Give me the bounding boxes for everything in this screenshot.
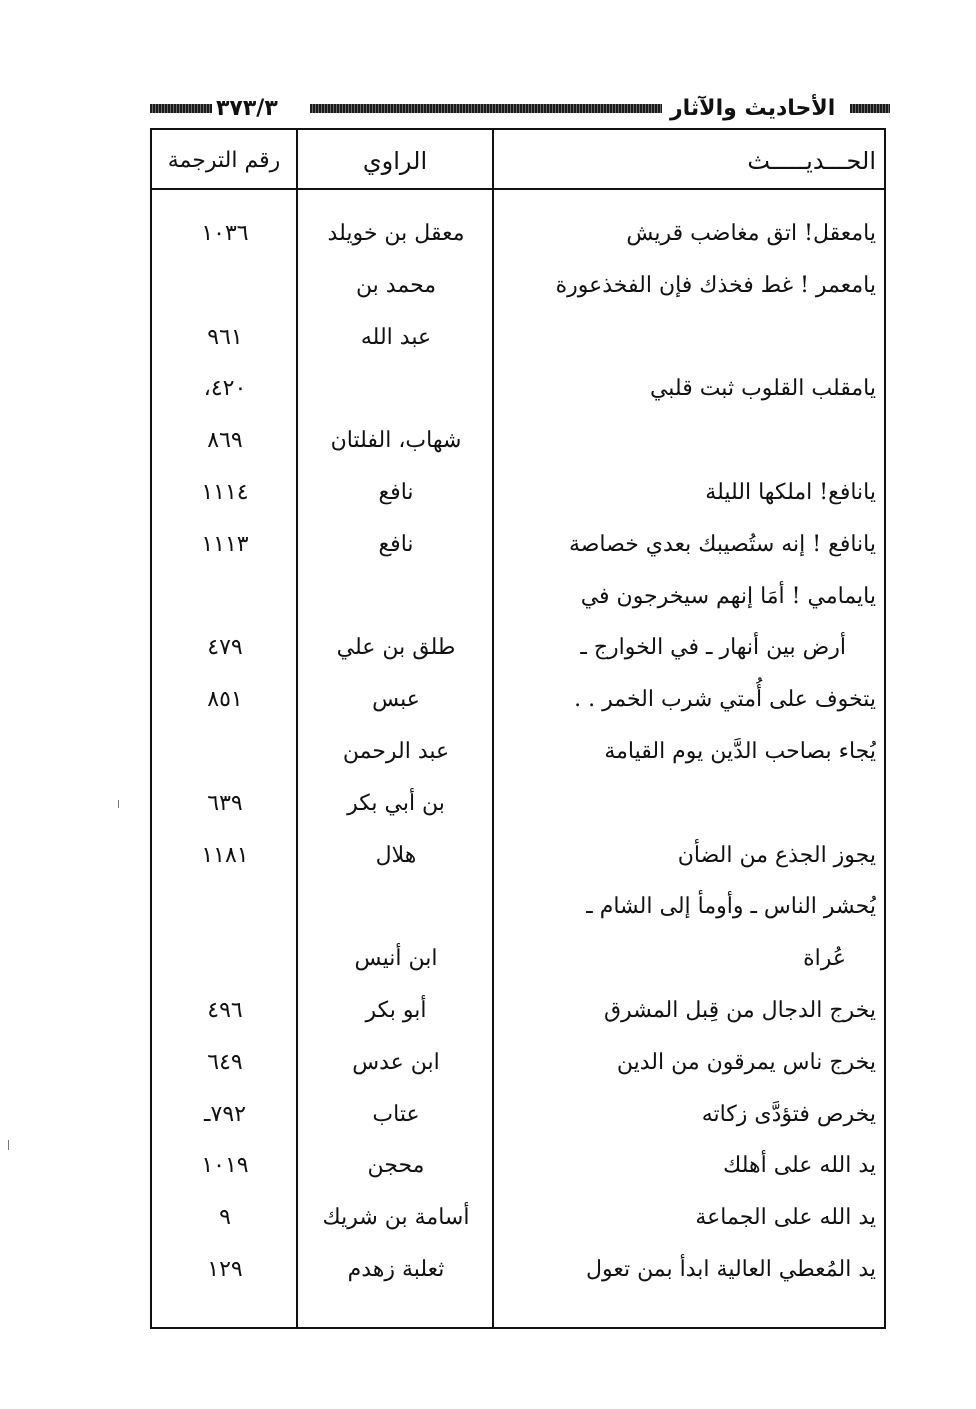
hadith-text: يد المُعطي العالية ابدأ بمن تعول (585, 1256, 876, 1282)
table-row (152, 622, 884, 674)
tarjama-number: ٤٩٦ (207, 997, 243, 1023)
table-row (152, 260, 884, 312)
tarjama-number: ٤٢٠، (203, 376, 247, 402)
table-row (152, 1140, 884, 1192)
tarjama-number: ٩ (219, 1205, 231, 1231)
tarjama-number: ٨٦٩ (207, 428, 243, 454)
table-row (152, 571, 884, 623)
table-row (152, 415, 884, 467)
rawi-name: ابن عدس (352, 1049, 440, 1075)
table-row (152, 467, 884, 519)
rawi-name (298, 881, 494, 933)
table-row (152, 726, 884, 778)
rawi-name (298, 363, 494, 415)
header-tarjama-number: رقم الترجمة (167, 148, 281, 173)
rawi-name: طلق بن علي (336, 635, 456, 661)
hadith-text: يخرص فتؤدَّى زكاته (701, 1101, 876, 1127)
tarjama-number: ١١١٣ (201, 531, 249, 557)
tarjama-number (156, 933, 294, 985)
tarjama-number (156, 260, 294, 312)
tarjama-number: ٦٣٩ (207, 790, 243, 816)
page-reference: ٣٧٣/٣ (212, 94, 282, 124)
header-rule-middle (310, 104, 662, 113)
tarjama-number: ١٠٣٦ (201, 221, 249, 246)
rawi-name: نافع (378, 531, 414, 557)
rawi-name: محجن (367, 1153, 425, 1179)
header-rule-right (850, 104, 890, 113)
hadith-text: عُراة (803, 946, 846, 972)
table-row (152, 985, 884, 1037)
hadith-text: يد الله على أهلك (723, 1153, 876, 1179)
rawi-name: معقل بن خويلد (327, 221, 465, 246)
header-rule-left (150, 104, 212, 113)
rawi-name: عبس (372, 687, 420, 713)
table-row (152, 312, 884, 364)
tarjama-number: ١١١٤ (201, 479, 249, 505)
hadith-text: يخرج ناس يمرقون من الدين (616, 1049, 876, 1075)
table-row (152, 1192, 884, 1244)
index-table (150, 128, 886, 1329)
rawi-name (298, 571, 494, 623)
table-row (152, 674, 884, 726)
table-row (152, 881, 884, 933)
table-row (152, 933, 884, 985)
rawi-name: محمد بن (355, 272, 437, 298)
hadith-text: يخرج الدجال من قِبل المشرق (603, 997, 876, 1023)
tarjama-number: ٩٦١ (207, 324, 243, 350)
hadith-text: يُجاء بصاحب الدَّين يوم القيامة (604, 738, 876, 764)
rawi-name: ثعلبة زهدم (347, 1256, 445, 1282)
scan-mark (8, 1140, 9, 1150)
tarjama-number (156, 726, 294, 778)
table-row (152, 1089, 884, 1141)
rawi-name: بن أبي بكر (347, 790, 445, 816)
hadith-text: يتخوف على أُمتي شرب الخمر . . (574, 687, 876, 713)
table-row (152, 363, 884, 415)
table-row (152, 1037, 884, 1089)
tarjama-number: ١٢٩ (207, 1256, 243, 1282)
rawi-name: ابن أنيس (354, 946, 438, 972)
table-body (152, 208, 884, 1296)
rawi-name: هلال (375, 842, 417, 868)
tarjama-number (156, 881, 294, 933)
hadith-text: يُحشر الناس ـ وأومأ إلى الشام ـ (586, 894, 876, 920)
tarjama-number: ٧٩٢ـ (204, 1101, 246, 1127)
rawi-name: عتاب (372, 1101, 420, 1127)
rawi-name: نافع (378, 479, 414, 505)
section-title: الأحاديث والآثار (666, 94, 839, 124)
hadith-text: يد الله على الجماعة (695, 1205, 876, 1231)
scan-mark (118, 800, 119, 808)
hadith-text: يانافع! املكها الليلة (705, 479, 876, 505)
running-header (150, 94, 890, 124)
tarjama-number (156, 571, 294, 623)
hadith-text: أرض بين أنهار ـ في الخوارج ـ (580, 635, 846, 661)
hadith-text: يايمامي ! أمَا إنهم سيخرجون في (580, 583, 876, 609)
table-row (152, 778, 884, 830)
hadith-text: يانافع ! إنه ستُصيبك بعدي خصاصة (568, 531, 876, 557)
tarjama-number: ٤٧٩ (207, 635, 243, 661)
tarjama-number: ١١٨١ (201, 842, 249, 868)
header-hadith: الحـــديـــــث (747, 147, 876, 175)
header-divider (152, 188, 884, 190)
rawi-name: عبد الله (360, 324, 432, 350)
table-row (152, 1244, 884, 1296)
tarjama-number: ٨٥١ (207, 687, 243, 713)
hadith-text: يامعقل! اتق مغاضب قريش (626, 221, 876, 246)
table-row (152, 830, 884, 882)
tarjama-number: ٦٤٩ (207, 1049, 243, 1075)
hadith-text: يامعمر ! غط فخذك فإن الفخذعورة (555, 272, 876, 298)
header-rawi: الراوي (362, 147, 428, 175)
hadith-text (498, 312, 876, 364)
rawi-name: عبد الرحمن (342, 738, 450, 764)
rawi-name: شهاب، الفلتان (330, 428, 462, 454)
hadith-text (498, 778, 876, 830)
tarjama-number: ١٠١٩ (201, 1153, 249, 1179)
hadith-text (498, 415, 876, 467)
hadith-text: يجوز الجذع من الضأن (677, 842, 876, 868)
rawi-name: أبو بكر (365, 997, 427, 1023)
table-row (152, 208, 884, 260)
table-row (152, 519, 884, 571)
hadith-text: يامقلب القلوب ثبت قلبي (649, 376, 876, 402)
rawi-name: أسامة بن شريك (322, 1205, 470, 1231)
